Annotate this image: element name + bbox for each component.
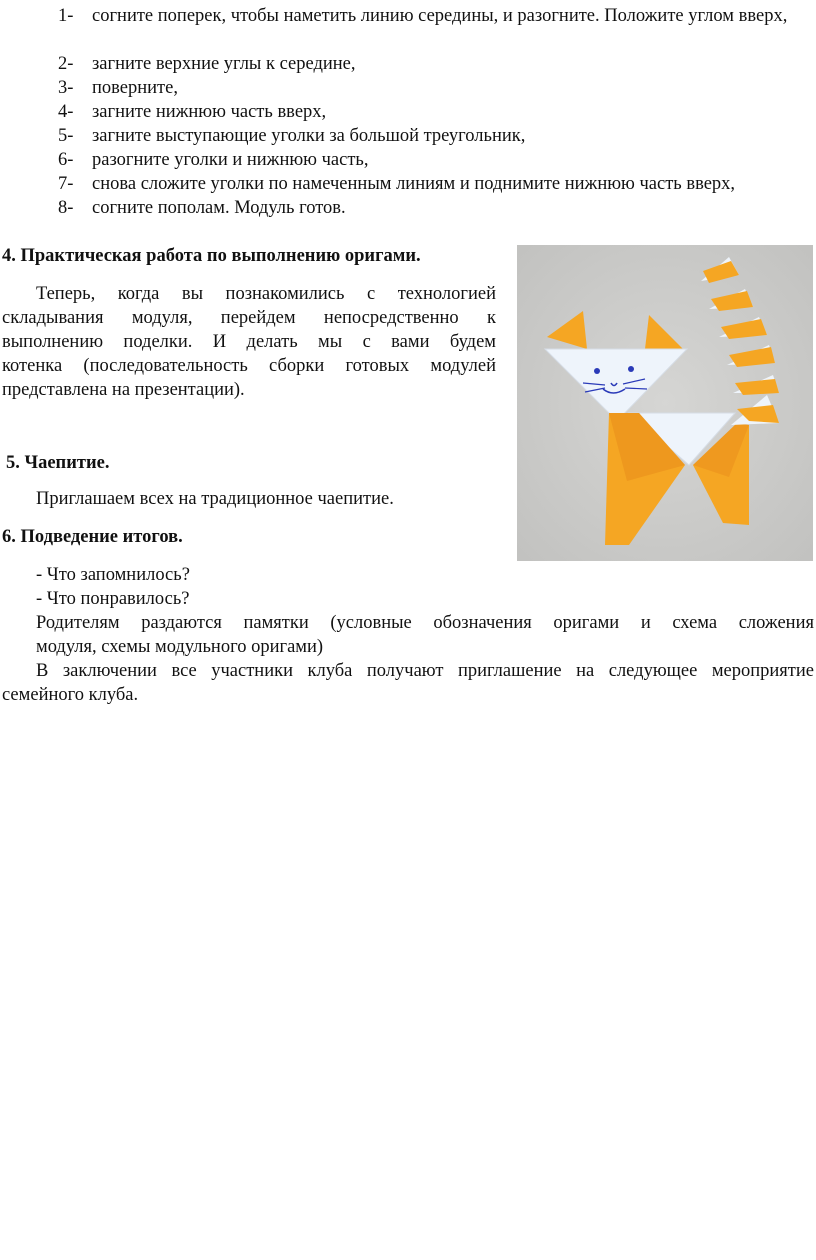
step-number: 4- — [58, 102, 74, 122]
section-4-line-4: котенка (последовательность сборки готовых модулей — [2, 356, 496, 376]
parents-line-2: модуля, схемы модульного оригами) — [36, 637, 324, 657]
step-text: согните поперек, чтобы наметить линию середины, и разогните. Положите углом вверх, — [92, 6, 788, 26]
conclusion-line-1: В заключении все участники клуба получают приглашение на следующее мероприятие — [36, 661, 814, 681]
step-number: 6- — [58, 150, 74, 170]
step-text: загните верхние углы к середине, — [92, 54, 356, 74]
step-number: 5- — [58, 126, 74, 146]
section-6-heading: 6. Подведение итогов. — [2, 527, 183, 547]
step-number: 8- — [58, 198, 74, 218]
section-4-line-3: выполнению поделки. И делать мы с вами будем — [2, 332, 496, 352]
step-text: снова сложите уголки по намеченным линиям и поднимите нижнюю часть вверх, — [92, 174, 736, 194]
section-4-line-5: представлена на презентации). — [2, 380, 245, 400]
section-4-line-2: складывания модуля, перейдем непосредственно к — [2, 308, 496, 328]
step-text: разогните уголки и нижнюю часть, — [92, 150, 369, 170]
section-4-heading: 4. Практическая работа по выполнению оригами. — [2, 246, 421, 266]
section-4-line-1: Теперь, когда вы познакомились с технологией — [36, 284, 496, 304]
question-1: - Что запомнилось? — [36, 565, 190, 585]
section-5-heading: 5. Чаепитие. — [6, 453, 110, 473]
step-text: согните пополам. Модуль готов. — [92, 198, 346, 218]
question-2: - Что понравилось? — [36, 589, 190, 609]
conclusion-line-2: семейного клуба. — [2, 685, 139, 705]
step-text: поверните, — [92, 78, 178, 98]
section-5-text: Приглашаем всех на традиционное чаепитие. — [36, 489, 394, 509]
step-number: 2- — [58, 54, 74, 74]
parents-line-1: Родителям раздаются памятки (условные обозначения оригами и схема сложения — [36, 613, 814, 633]
step-number: 7- — [58, 174, 74, 194]
step-text: загните выступающие уголки за большой треугольник, — [92, 126, 526, 146]
step-text: загните нижнюю часть вверх, — [92, 102, 327, 122]
step-number: 1- — [58, 6, 74, 26]
origami-cat-photo — [517, 245, 813, 561]
origami-cat-illustration — [517, 245, 813, 561]
step-number: 3- — [58, 78, 74, 98]
